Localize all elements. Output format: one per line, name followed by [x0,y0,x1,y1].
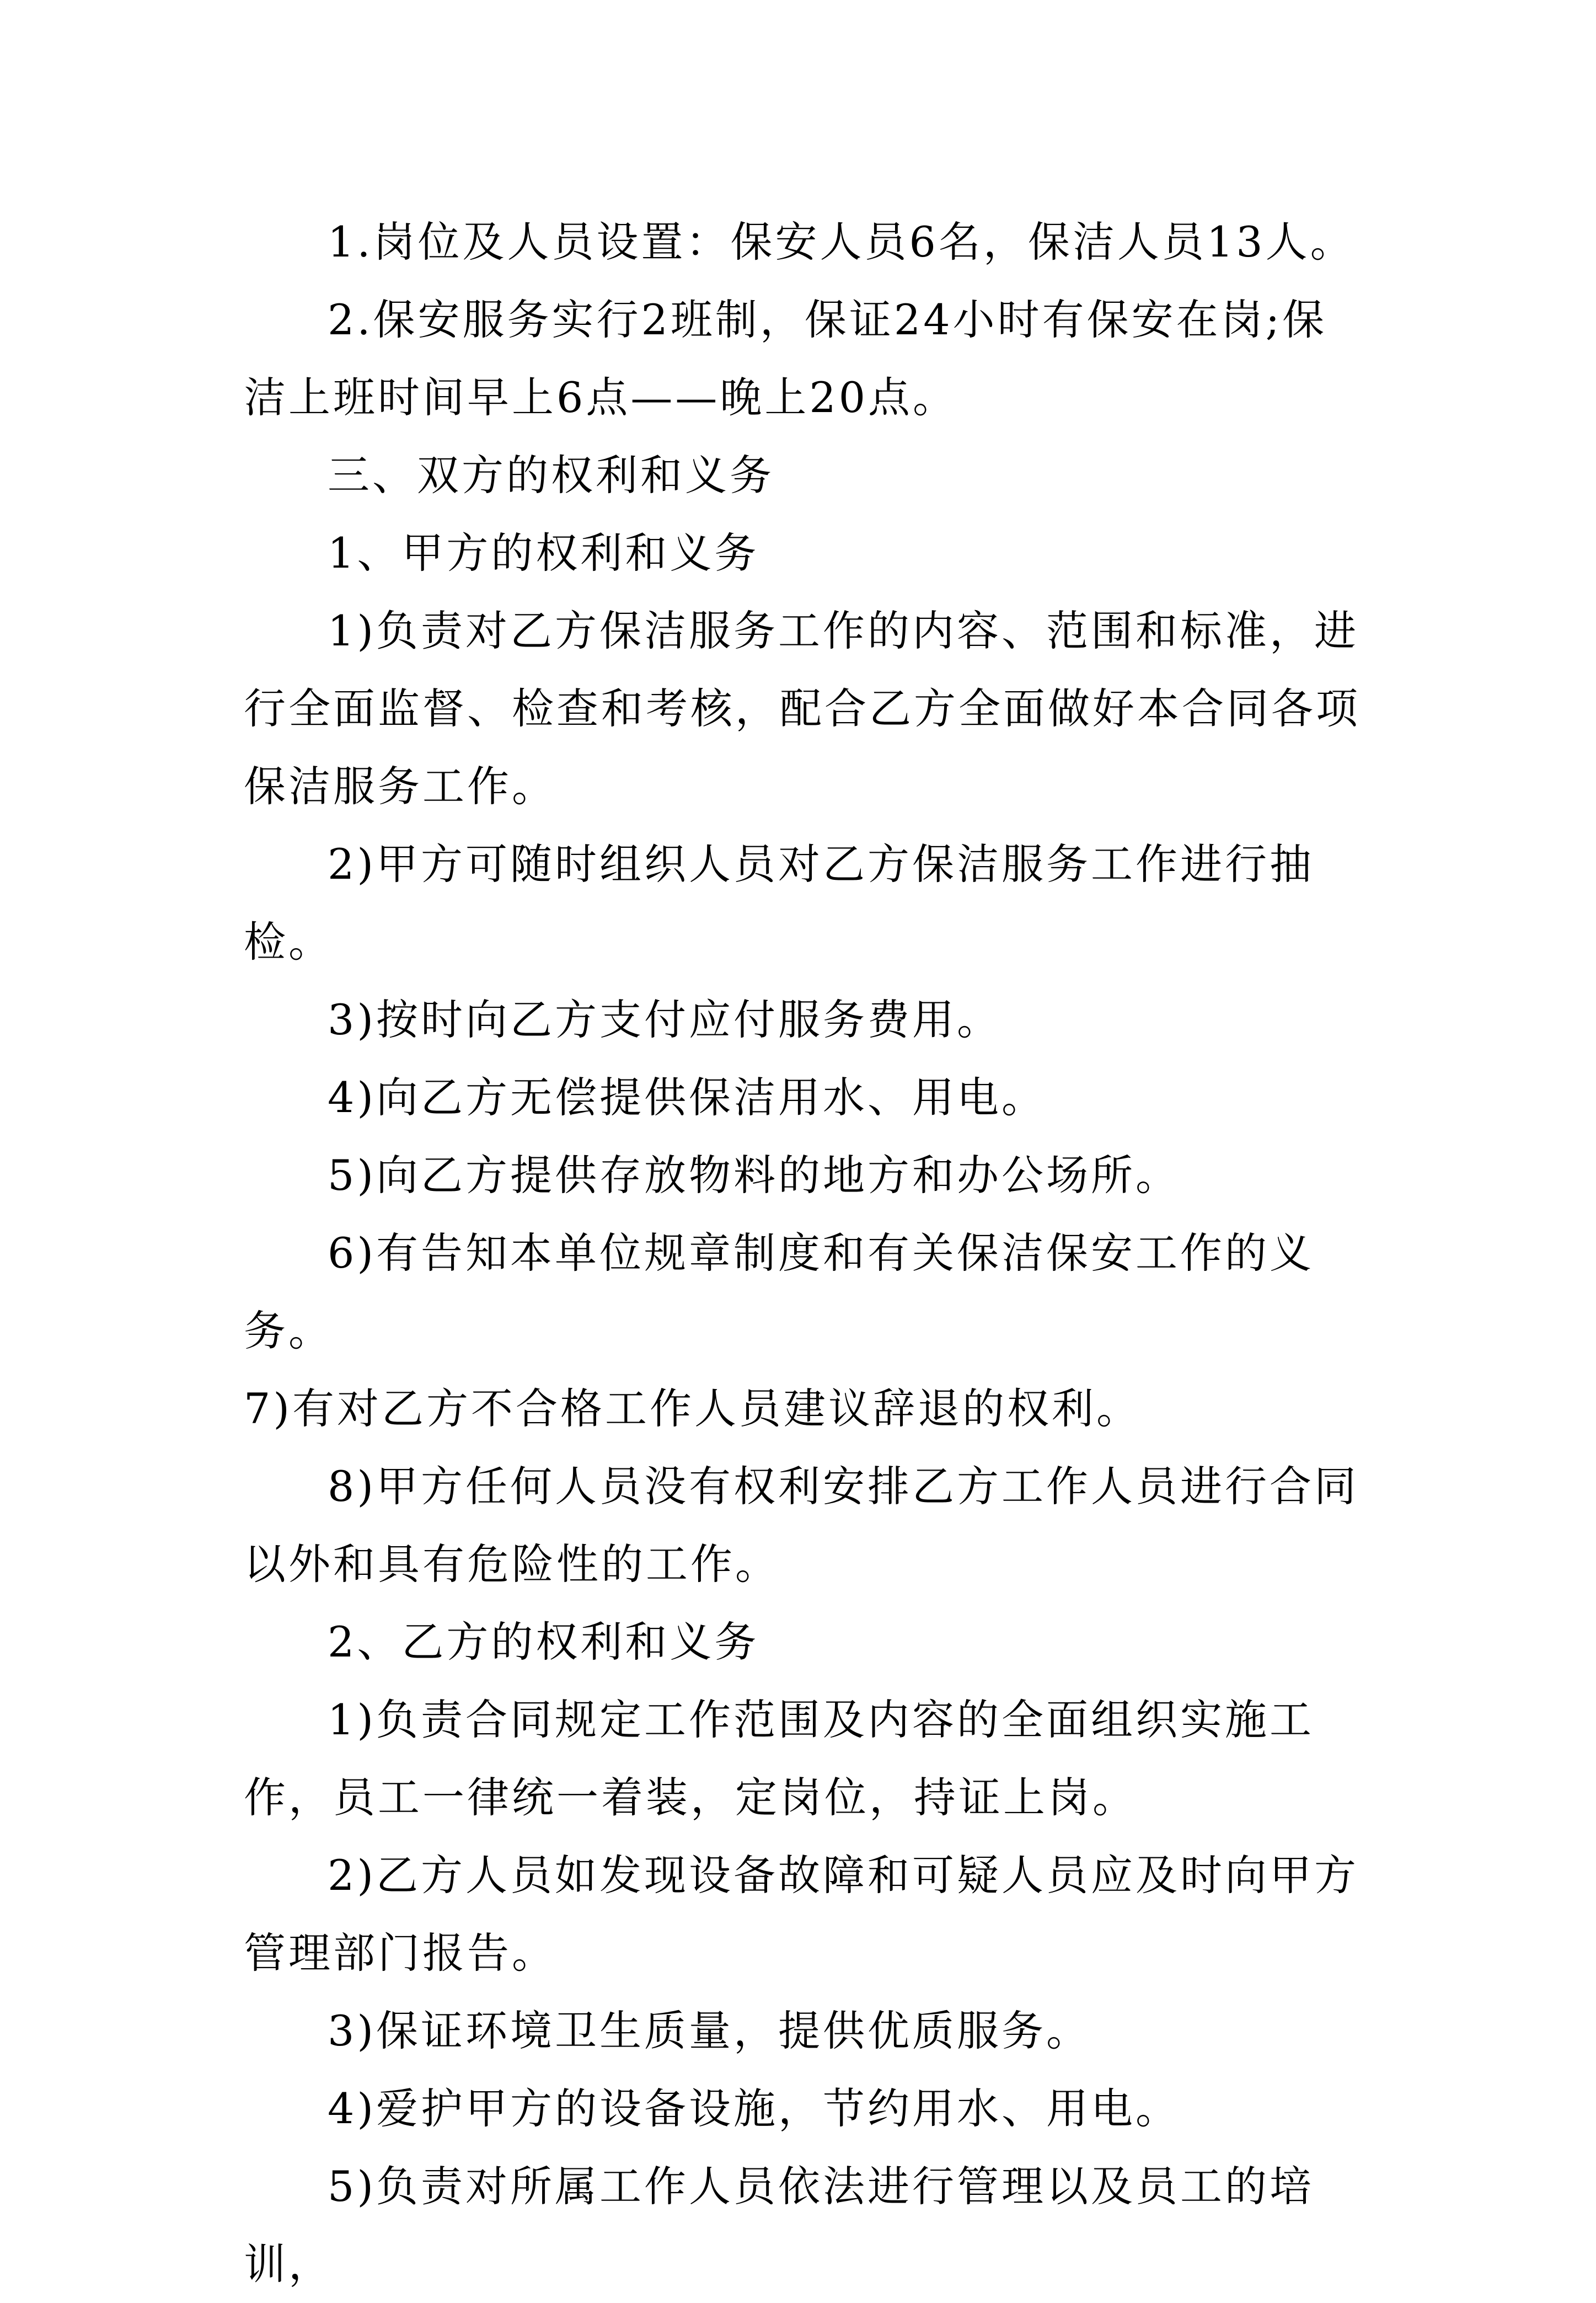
paragraph-party-a-item-3: 3)按时向乙方支付应付服务费用。 [328,995,1002,1044]
section-heading-rights-obligations: 三、双方的权利和义务 [328,451,774,500]
paragraph-party-a-item-7: 7)有对乙方不合格工作人员建议辞退的权利。 [244,1384,1142,1433]
paragraph-staffing: 1.岗位及人员设置：保安人员6名，保洁人员13人。 [328,217,1355,266]
paragraph-party-b-item-5: 5)负责对所属工作人员依法进行管理以及员工的培训， [244,2162,1315,2289]
paragraph-party-a-item-4: 4)向乙方无偿提供保洁用水、用电。 [328,1073,1047,1122]
paragraph-party-b-item-3: 3)保证环境卫生质量，提供优质服务。 [328,2006,1091,2055]
paragraph-party-a-item-5: 5)向乙方提供存放物料的地方和办公场所。 [328,1151,1181,1200]
paragraph-party-a-item-8: 8)甲方任何人员没有权利安排乙方工作人员进行合同以外和具有危险性的工作。 [244,1462,1359,1589]
paragraph-party-a-item-6: 6)有告知本单位规章制度和有关保洁保安工作的义务。 [244,1228,1315,1355]
paragraph-party-a-item-2: 2)甲方可随时组织人员对乙方保洁服务工作进行抽检。 [244,840,1315,966]
subsection-heading-party-b: 2、乙方的权利和义务 [328,1617,759,1666]
paragraph-shift-schedule: 2.保安服务实行2班制，保证24小时有保安在岗;保洁上班时间早上6点——晚上20点。 [244,295,1327,422]
paragraph-party-b-item-4: 4)爱护甲方的设备设施，节约用水、用电。 [328,2084,1181,2133]
subsection-heading-party-a: 1、甲方的权利和义务 [328,528,759,578]
paragraph-party-b-item-1: 1)负责合同规定工作范围及内容的全面组织实施工作，员工一律统一着装，定岗位，持证上岗。 [244,1695,1315,1822]
paragraph-party-a-item-1: 1)负责对乙方保洁服务工作的内容、范围和标准，进行全面监督、检查和考核，配合乙方全面做好本合同各项保洁服务工作。 [244,606,1361,811]
document-body [244,203,1369,2303]
paragraph-party-b-item-2: 2)乙方人员如发现设备故障和可疑人员应及时向甲方管理部门报告。 [244,1851,1359,1978]
